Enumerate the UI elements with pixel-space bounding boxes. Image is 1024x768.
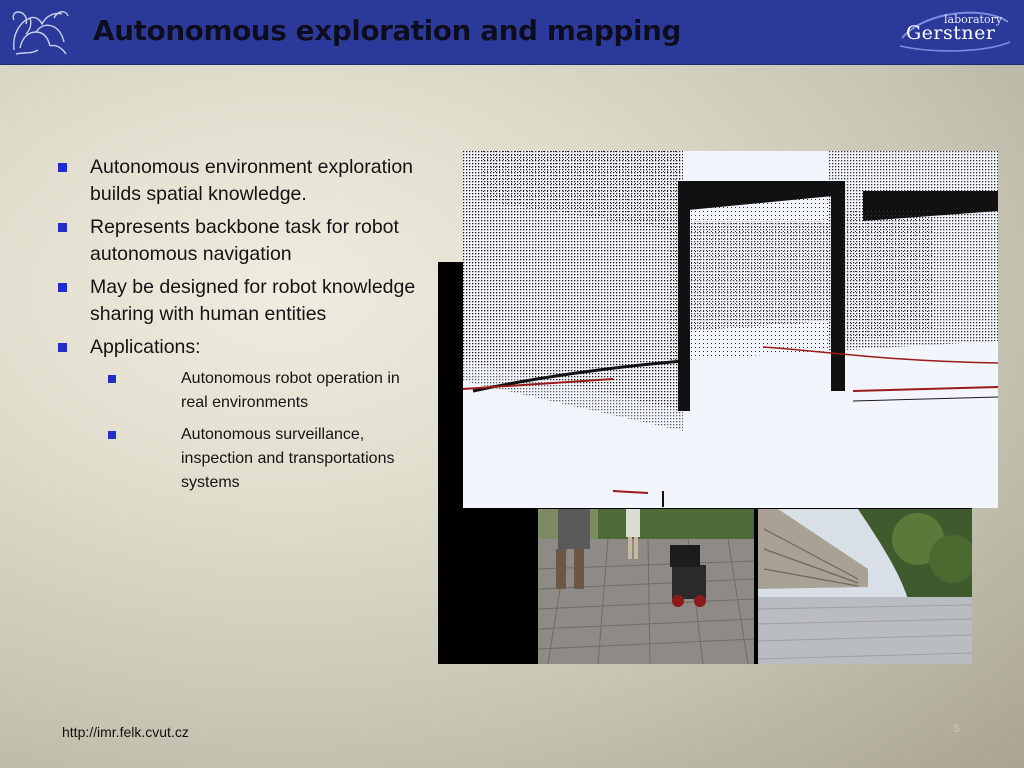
- bullet-text: Applications:: [90, 336, 201, 358]
- bullet-item: [56, 334, 416, 361]
- sub-bullet-item: [56, 423, 416, 495]
- sub-bullet-square-icon: [108, 375, 116, 383]
- slide-title: Autonomous exploration and mapping: [93, 14, 682, 47]
- sub-bullet-list: [56, 367, 416, 495]
- bullet-text: May be designed for robot knowledge sharing with human entities: [90, 276, 416, 325]
- sub-bullet-text: Autonomous surveillance, inspection and transportations systems: [181, 426, 395, 491]
- footer-url: http://imr.felk.cvut.cz: [62, 724, 189, 740]
- 3d-map-point-cloud-view: [463, 151, 998, 508]
- ctu-lion-logo-icon: [6, 4, 72, 58]
- bullet-list: [56, 154, 416, 503]
- bullet-text: Autonomous environment exploration builds spatial knowledge.: [90, 156, 414, 205]
- lab-logo-small-text: laboratory: [944, 13, 1003, 26]
- sub-bullet-square-icon: [108, 431, 116, 439]
- sub-bullet-item: [56, 367, 416, 415]
- lab-logo-name: Gerstner: [906, 22, 996, 44]
- title-bar: [0, 0, 1024, 65]
- bullet-square-icon: [58, 223, 67, 232]
- bullet-square-icon: [58, 283, 67, 292]
- bullet-item: [56, 274, 416, 328]
- page-number: 5: [954, 724, 960, 735]
- building-street-photo: [758, 509, 972, 664]
- robot-photo-courtyard: [538, 509, 754, 664]
- bullet-square-icon: [58, 163, 67, 172]
- bullet-item: [56, 214, 416, 268]
- sub-bullet-text: Autonomous robot operation in real environments: [181, 370, 400, 411]
- bullet-square-icon: [58, 343, 67, 352]
- bullet-text: Represents backbone task for robot autonomous navigation: [90, 216, 399, 265]
- bullet-item: [56, 154, 416, 208]
